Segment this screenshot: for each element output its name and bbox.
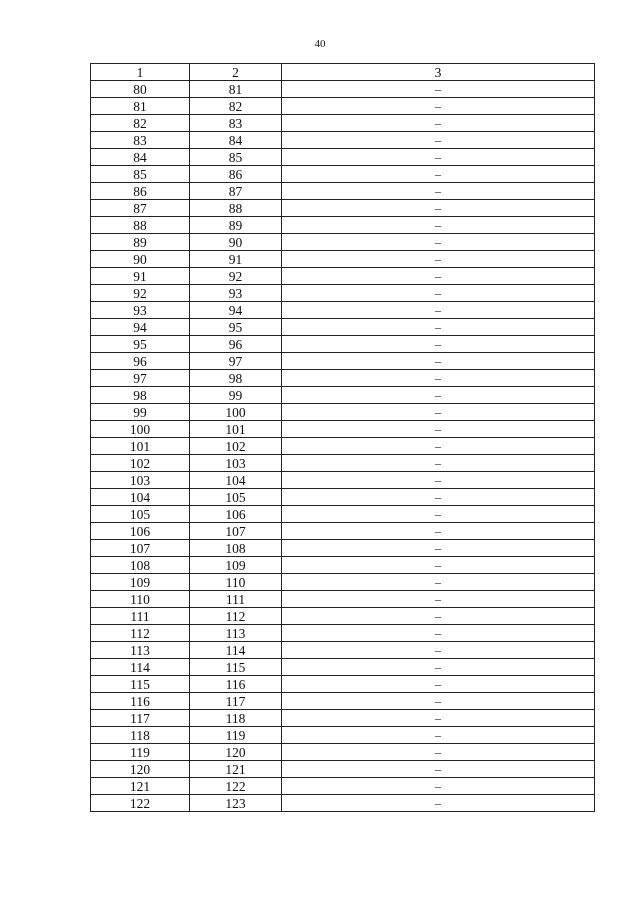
table-cell-col-2: 100 (190, 404, 282, 421)
table-row (91, 489, 595, 506)
table-cell-col-3: – (282, 200, 595, 217)
table-cell-col-3: – (282, 591, 595, 608)
table-row (91, 285, 595, 302)
table-cell-col-2: 81 (190, 81, 282, 98)
table-cell-col-2: 109 (190, 557, 282, 574)
table-cell-col-2: 113 (190, 625, 282, 642)
table-cell-col-2: 93 (190, 285, 282, 302)
table-cell-col-1: 102 (91, 455, 190, 472)
table-cell-col-3: – (282, 455, 595, 472)
table-row (91, 336, 595, 353)
table-row (91, 744, 595, 761)
table-cell-col-2: 121 (190, 761, 282, 778)
table-cell-col-3: – (282, 166, 595, 183)
page-number: 40 (314, 38, 326, 50)
table-cell-col-1: 101 (91, 438, 190, 455)
table-cell-col-1: 81 (91, 98, 190, 115)
column-header-3: 3 (282, 64, 595, 81)
table-cell-col-3: – (282, 744, 595, 761)
table-cell-col-1: 103 (91, 472, 190, 489)
table-row (91, 523, 595, 540)
table-row (91, 455, 595, 472)
table-cell-col-2: 95 (190, 319, 282, 336)
table-cell-col-1: 112 (91, 625, 190, 642)
table-cell-col-2: 88 (190, 200, 282, 217)
table-cell-col-3: – (282, 523, 595, 540)
table-cell-col-1: 82 (91, 115, 190, 132)
table-row (91, 625, 595, 642)
table-cell-col-2: 85 (190, 149, 282, 166)
table-cell-col-3: – (282, 353, 595, 370)
table-cell-col-3: – (282, 319, 595, 336)
table-cell-col-2: 111 (190, 591, 282, 608)
table-row (91, 421, 595, 438)
table-row (91, 438, 595, 455)
table-cell-col-2: 90 (190, 234, 282, 251)
table-cell-col-2: 86 (190, 166, 282, 183)
table-row (91, 370, 595, 387)
table-cell-col-2: 84 (190, 132, 282, 149)
table-cell-col-1: 90 (91, 251, 190, 268)
table-row (91, 761, 595, 778)
table-cell-col-3: – (282, 268, 595, 285)
table-row (91, 387, 595, 404)
table-cell-col-1: 89 (91, 234, 190, 251)
table-cell-col-1: 115 (91, 676, 190, 693)
table-cell-col-1: 97 (91, 370, 190, 387)
table-cell-col-3: – (282, 285, 595, 302)
table-cell-col-2: 92 (190, 268, 282, 285)
table-row (91, 115, 595, 132)
table-cell-col-2: 119 (190, 727, 282, 744)
table-cell-col-1: 113 (91, 642, 190, 659)
table-row (91, 132, 595, 149)
table-cell-col-1: 94 (91, 319, 190, 336)
table-row (91, 472, 595, 489)
table-cell-col-2: 102 (190, 438, 282, 455)
table-cell-col-2: 104 (190, 472, 282, 489)
table-cell-col-1: 118 (91, 727, 190, 744)
table-cell-col-1: 107 (91, 540, 190, 557)
table-cell-col-3: – (282, 438, 595, 455)
table-body (91, 81, 595, 812)
table-cell-col-1: 114 (91, 659, 190, 676)
table-cell-col-2: 82 (190, 98, 282, 115)
table-cell-col-3: – (282, 795, 595, 812)
table-cell-col-2: 115 (190, 659, 282, 676)
table-cell-col-3: – (282, 370, 595, 387)
table-row (91, 506, 595, 523)
table-cell-col-3: – (282, 693, 595, 710)
table-cell-col-3: – (282, 727, 595, 744)
table-cell-col-3: – (282, 217, 595, 234)
table-cell-col-3: – (282, 506, 595, 523)
table-row (91, 183, 595, 200)
table-cell-col-3: – (282, 81, 595, 98)
table-cell-col-1: 83 (91, 132, 190, 149)
table-cell-col-1: 119 (91, 744, 190, 761)
table-cell-col-3: – (282, 251, 595, 268)
table-cell-col-2: 94 (190, 302, 282, 319)
table-cell-col-2: 96 (190, 336, 282, 353)
table-cell-col-3: – (282, 234, 595, 251)
table-row (91, 608, 595, 625)
table-cell-col-1: 121 (91, 778, 190, 795)
table-row (91, 727, 595, 744)
table-cell-col-3: – (282, 540, 595, 557)
table-row (91, 166, 595, 183)
table-cell-col-1: 80 (91, 81, 190, 98)
table-cell-col-2: 123 (190, 795, 282, 812)
table-cell-col-3: – (282, 115, 595, 132)
table-cell-col-3: – (282, 472, 595, 489)
table-row (91, 234, 595, 251)
table-cell-col-2: 122 (190, 778, 282, 795)
table-cell-col-3: – (282, 336, 595, 353)
table-cell-col-1: 99 (91, 404, 190, 421)
table-cell-col-1: 120 (91, 761, 190, 778)
table-cell-col-2: 87 (190, 183, 282, 200)
table-cell-col-3: – (282, 625, 595, 642)
table-cell-col-1: 92 (91, 285, 190, 302)
table-cell-col-3: – (282, 98, 595, 115)
table-row (91, 251, 595, 268)
column-header-2: 2 (190, 64, 282, 81)
table-cell-col-3: – (282, 659, 595, 676)
table-cell-col-2: 91 (190, 251, 282, 268)
table-cell-col-3: – (282, 489, 595, 506)
header-row (91, 64, 595, 81)
table-cell-col-1: 96 (91, 353, 190, 370)
table-cell-col-3: – (282, 778, 595, 795)
table-cell-col-1: 84 (91, 149, 190, 166)
table-cell-col-1: 111 (91, 608, 190, 625)
table-cell-col-3: – (282, 642, 595, 659)
table-cell-col-3: – (282, 149, 595, 166)
table-header (91, 64, 595, 81)
table-cell-col-3: – (282, 132, 595, 149)
table-row (91, 98, 595, 115)
table-cell-col-1: 93 (91, 302, 190, 319)
table-cell-col-2: 83 (190, 115, 282, 132)
table-cell-col-2: 108 (190, 540, 282, 557)
table-cell-col-2: 101 (190, 421, 282, 438)
table-cell-col-3: – (282, 676, 595, 693)
table-cell-col-1: 117 (91, 710, 190, 727)
table-cell-col-1: 116 (91, 693, 190, 710)
table-row (91, 353, 595, 370)
table-row (91, 642, 595, 659)
table-cell-col-1: 105 (91, 506, 190, 523)
table-row (91, 574, 595, 591)
table-cell-col-2: 99 (190, 387, 282, 404)
table-cell-col-2: 114 (190, 642, 282, 659)
table-cell-col-3: – (282, 421, 595, 438)
table-cell-col-1: 87 (91, 200, 190, 217)
table-row (91, 200, 595, 217)
table-cell-col-1: 122 (91, 795, 190, 812)
table-row (91, 659, 595, 676)
table-cell-col-2: 97 (190, 353, 282, 370)
table-row (91, 149, 595, 166)
table-cell-col-2: 112 (190, 608, 282, 625)
table-row (91, 710, 595, 727)
table-cell-col-2: 107 (190, 523, 282, 540)
table-cell-col-2: 117 (190, 693, 282, 710)
table-cell-col-1: 95 (91, 336, 190, 353)
table-cell-col-2: 98 (190, 370, 282, 387)
table-cell-col-3: – (282, 387, 595, 404)
table-row (91, 676, 595, 693)
table-row (91, 319, 595, 336)
table-cell-col-1: 108 (91, 557, 190, 574)
table-cell-col-3: – (282, 574, 595, 591)
table-row (91, 693, 595, 710)
table-cell-col-1: 104 (91, 489, 190, 506)
table-cell-col-1: 110 (91, 591, 190, 608)
table-cell-col-2: 120 (190, 744, 282, 761)
table-cell-col-2: 118 (190, 710, 282, 727)
table-cell-col-2: 89 (190, 217, 282, 234)
table-cell-col-1: 106 (91, 523, 190, 540)
table-row (91, 217, 595, 234)
table-cell-col-2: 106 (190, 506, 282, 523)
table-cell-col-3: – (282, 302, 595, 319)
table-row (91, 778, 595, 795)
table-row (91, 302, 595, 319)
table-row (91, 557, 595, 574)
table-cell-col-1: 85 (91, 166, 190, 183)
table-row (91, 404, 595, 421)
table-cell-col-1: 100 (91, 421, 190, 438)
data-table (90, 63, 595, 812)
table-cell-col-2: 103 (190, 455, 282, 472)
table-row (91, 81, 595, 98)
table-cell-col-3: – (282, 404, 595, 421)
table-cell-col-1: 86 (91, 183, 190, 200)
table-cell-col-2: 105 (190, 489, 282, 506)
table-cell-col-3: – (282, 557, 595, 574)
table-cell-col-2: 110 (190, 574, 282, 591)
table-cell-col-1: 109 (91, 574, 190, 591)
table-row (91, 591, 595, 608)
column-header-1: 1 (91, 64, 190, 81)
table-cell-col-3: – (282, 183, 595, 200)
table-cell-col-1: 98 (91, 387, 190, 404)
table-cell-col-2: 116 (190, 676, 282, 693)
table-row (91, 795, 595, 812)
table-row (91, 540, 595, 557)
table-cell-col-3: – (282, 608, 595, 625)
table-row (91, 268, 595, 285)
table-cell-col-3: – (282, 761, 595, 778)
table-cell-col-1: 88 (91, 217, 190, 234)
table-cell-col-3: – (282, 710, 595, 727)
table-cell-col-1: 91 (91, 268, 190, 285)
